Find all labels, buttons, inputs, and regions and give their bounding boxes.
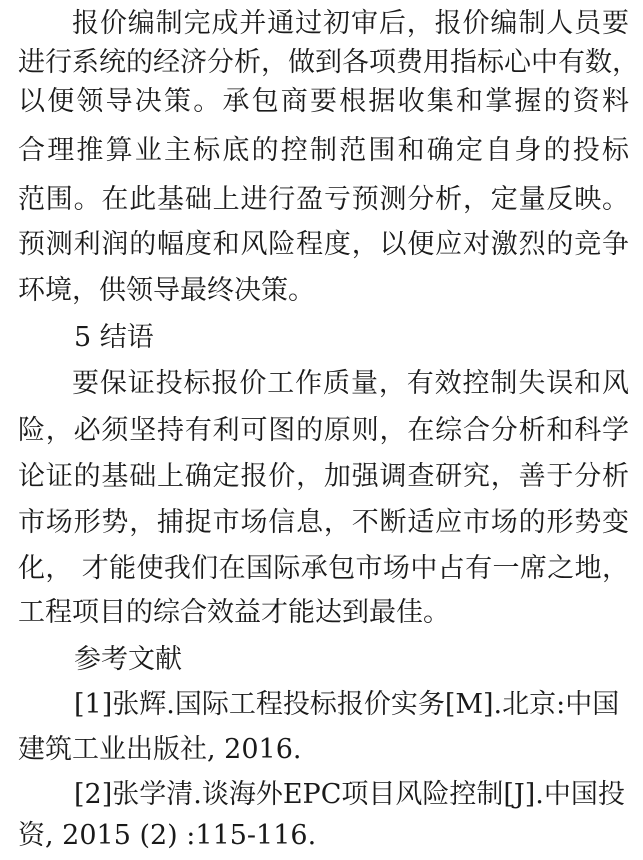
section-heading: 5 结语 bbox=[74, 322, 154, 353]
paragraph-line: 范围。在此基础上进行盈亏预测分析，定量反映。 bbox=[18, 184, 629, 215]
paragraph-line: 险，必须坚持有利可图的原则，在综合分析和科学 bbox=[18, 415, 629, 446]
paragraph-line: 论证的基础上确定报价，加强调查研究，善于分析 bbox=[18, 461, 629, 492]
reference-line: [1]张辉.国际工程投标报价实务[M].北京:中国 bbox=[74, 689, 620, 720]
paragraph-line: 合理推算业主标底的控制范围和确定自身的投标 bbox=[18, 135, 629, 166]
paragraph-line: 预测利润的幅度和风险程度，以便应对激烈的竞争 bbox=[18, 229, 629, 260]
references-heading: 参考文献 bbox=[74, 644, 182, 675]
paragraph-line: 环境，供领导最终决策。 bbox=[18, 275, 315, 306]
reference-line: 建筑工业出版社, 2016. bbox=[18, 734, 302, 765]
paragraph-line: 市场形势，捕捉市场信息，不断适应市场的形势变 bbox=[18, 507, 629, 538]
paragraph-line: 报价编制完成并通过初审后，报价编制人员要 bbox=[72, 8, 629, 39]
reference-line: 资, 2015 (2) :115-116. bbox=[18, 820, 317, 851]
paragraph-line: 工程项目的综合效益才能达到最佳。 bbox=[18, 597, 450, 628]
paragraph-line: 进行系统的经济分析，做到各项费用指标心中有数， bbox=[18, 47, 639, 78]
reference-line: [2]张学清.谈海外EPC项目风险控制[J].中国投 bbox=[74, 779, 625, 810]
paragraph-line: 化， 才能使我们在国际承包市场中占有一席之地， bbox=[18, 553, 629, 584]
paragraph-line: 以便领导决策。承包商要根据收集和掌握的资料 bbox=[18, 86, 629, 117]
paragraph-line: 要保证投标报价工作质量，有效控制失误和风 bbox=[72, 368, 629, 399]
